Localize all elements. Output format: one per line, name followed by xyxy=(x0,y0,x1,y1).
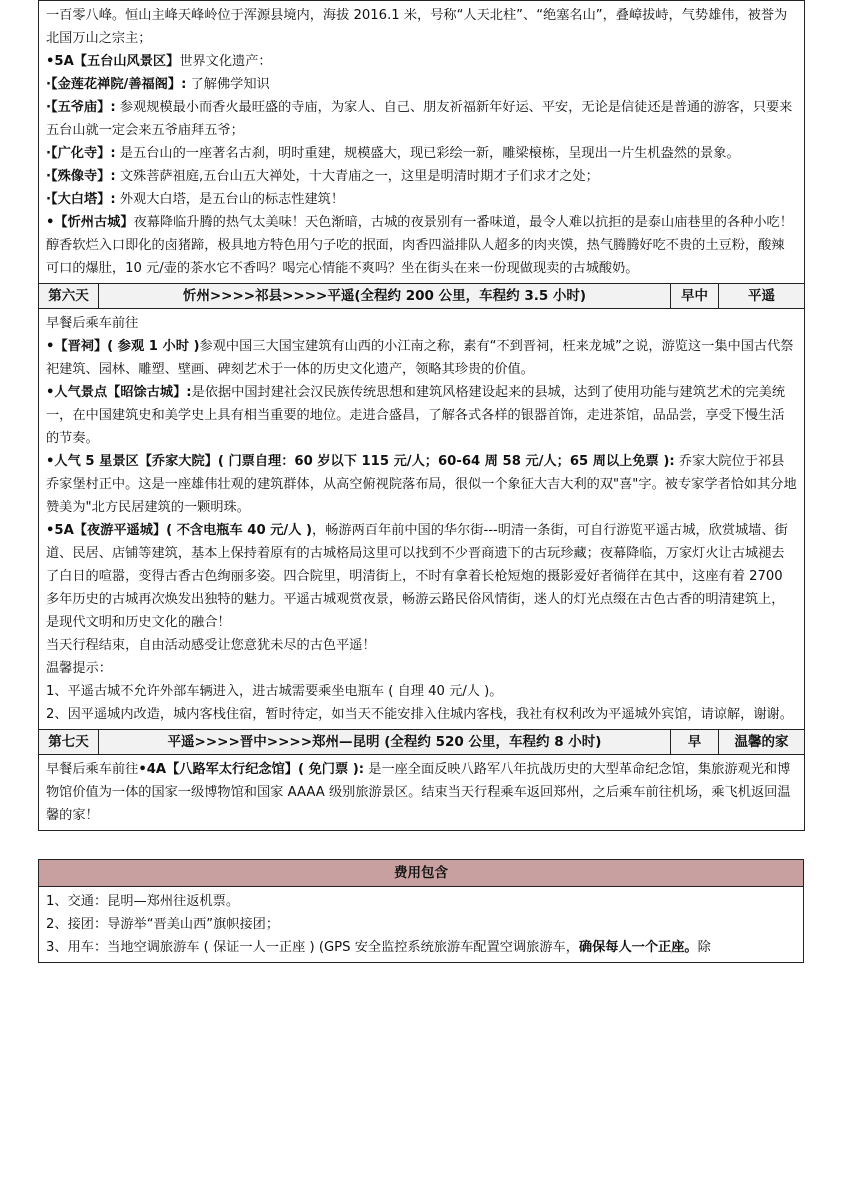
zhaoyu-line: •人气景点【昭馀古城】:是依据中国封建社会汉民族传统思想和建筑风格建设起来的县城，达到了使用功能与建筑艺术的完美统一，在中国建筑史和美学史上具有相当重要的地位。走进合盛昌，了解各式各样的银器首饰，走进茶馆，品品尝，享受下慢生活的节奏。 xyxy=(46,385,786,446)
fees-title: 费用包含 xyxy=(39,860,804,887)
pingyao-line: •5A【夜游平遥城】( 不含电瓶车 40 元/人 )，畅游两百年前中国的华尔街---明清一条街，可自行游览平遥古城，欣赏城墙、街道、民居、店铺等建筑，基本上保持着原有的古城格局这里可以找到不少晋商遗下的古玩珍藏；夜幕降临，万家灯火让古城褪去了白日的喧嚣，变得古香古色绚丽多姿。四合院里，明清街上，不时有拿着长枪短炮的摄影爱好者徜徉在其中，这座有着 2700 多年历史的古城再次焕发出独特的魅力。平遥古城观赏夜景，畅游云路民俗风情街，迷人的灯光点缀在古色古香的明清建筑上，是现代文明和历史文化的融合！ xyxy=(46,523,788,630)
day6-header-row xyxy=(39,284,805,309)
fee-item-1: 1、交通：昆明—郑州往返机票。 xyxy=(46,894,240,909)
day7-meals: 早 xyxy=(671,730,719,755)
guanghuasi-line: ·【广化寺】: 是五台山的一座著名古刹，明时重建，规模盛大，现已彩绘一新，雕梁榱栋，呈现出一片生机盎然的景象。 xyxy=(46,146,740,161)
day7-label: 第七天 xyxy=(39,730,99,755)
fee-item-2: 2、接团：导游举“晋美山西”旗帜接团； xyxy=(46,917,280,932)
day7-content xyxy=(39,755,805,831)
tip-1: 1、平遥古城不允许外部车辆进入，进古城需要乘坐电瓶车 ( 自理 40 元/人 )。 xyxy=(46,684,503,699)
day6-label: 第六天 xyxy=(39,284,99,309)
tip-2: 2、因平遥城内改造，城内客栈住宿，暂时待定，如当天不能安排入住城内客栈，我社有权利改为平遥城外宾馆，请谅解，谢谢。 xyxy=(46,707,793,722)
day7-route: 平遥>>>>晋中>>>>郑州—昆明 (全程约 520 公里，车程约 8 小时) xyxy=(99,730,671,755)
jinlianhua-line: ·【金莲花禅院/善福阁】: 了解佛学知识 xyxy=(46,77,270,92)
itinerary-table xyxy=(38,0,805,831)
day6-content xyxy=(39,309,805,730)
itinerary-page xyxy=(38,0,804,963)
jinci-line: •【晋祠】( 参观 1 小时 )参观中国三大国宝建筑有山西的小江南之称，素有“不到晋祠，枉来龙城”之说，游览这一集中国古代祭祀建筑、园林、雕塑、壁画、碑刻艺术于一体的历史文化遗产，领略其珍贵的价值。 xyxy=(46,339,794,377)
day6-meals: 早中 xyxy=(671,284,719,309)
day6-end: 当天行程结束，自由活动感受让您意犹未尽的古色平遥！ xyxy=(46,638,376,653)
qiaojia-line: •人气 5 星景区【乔家大院】( 门票自理：60 岁以下 115 元/人；60-64 周 58 元/人；65 周以上免票 ): 乔家大院位于祁县乔家堡村正中。这是一座雄伟壮观的建筑群体，从高空俯视院落布局，很似一个象征大吉大利的双"喜"字。被专家学者恰如其分地赞美为"北方民居建筑的一颗明珠。 xyxy=(46,454,797,515)
fees-table xyxy=(38,859,804,963)
wuyemiao-line: ·【五爷庙】: 参观规模最小而香火最旺盛的寺庙，为家人、自己、朋友祈福新年好运、平安，无论是信徒还是普通的游客，只要来五台山就一定会来五爷庙拜五爷； xyxy=(46,100,793,138)
day7-header-row xyxy=(39,730,805,755)
dabaita-line: ·【大白塔】: 外观大白塔，是五台山的标志性建筑！ xyxy=(46,192,345,207)
hengshan-text: 一百零八峰。恒山主峰天峰岭位于浑源县境内，海拔 2016.1 米，号称“人天北柱”、“绝塞名山”，叠嶂拔峙，气势雄伟，被誉为北国万山之宗主； xyxy=(46,8,788,46)
wutai-line: •5A【五台山风景区】世界文化遗产： xyxy=(46,54,272,69)
day6-breakfast: 早餐后乘车前往 xyxy=(46,316,139,331)
shuxiangsi-line: ·【殊像寺】: 文殊菩萨祖庭,五台山五大禅处，十大青庙之一，这里是明清时期才子们求才之处； xyxy=(46,169,599,184)
day5-content xyxy=(39,1,805,284)
tip-title: 温馨提示： xyxy=(46,661,112,676)
day6-stay: 平遥 xyxy=(719,284,805,309)
xinzhou-line: •【忻州古城】夜幕降临升腾的热气太美味！天色渐暗，古城的夜景别有一番味道，最令人难以抗拒的是泰山庙巷里的各种小吃！醇香软烂入口即化的卤猪蹄，极具地方特色用勺子吃的抿面，肉香四溢排队人超多的肉夹馍，热气腾腾好吃不贵的土豆粉，酸辣可口的爆肚，10 元/壶的茶水它不香吗？喝完心情能不爽吗？坐在街头在来一份现做现卖的古城酸奶。 xyxy=(46,215,793,276)
day6-route: 忻州>>>>祁县>>>>平遥(全程约 200 公里，车程约 3.5 小时) xyxy=(99,284,671,309)
balujun-line: 早餐后乘车前往•4A【八路军太行纪念馆】( 免门票 ): 是一座全面反映八路军八年抗战历史的大型革命纪念馆，集旅游观光和博物馆价值为一体的国家一级博物馆和国家 AAAA 级别旅游景区。结束当天行程乘车返回郑州，之后乘车前往机场，乘飞机返回温馨的家！ xyxy=(46,762,791,823)
fee-item-3: 3、用车：当地空调旅游车 ( 保证一人一正座 ) (GPS 安全监控系统旅游车配置空调旅游车，确保每人一个正座。除 xyxy=(46,940,711,955)
day7-stay: 温馨的家 xyxy=(719,730,805,755)
fees-content xyxy=(39,887,804,963)
